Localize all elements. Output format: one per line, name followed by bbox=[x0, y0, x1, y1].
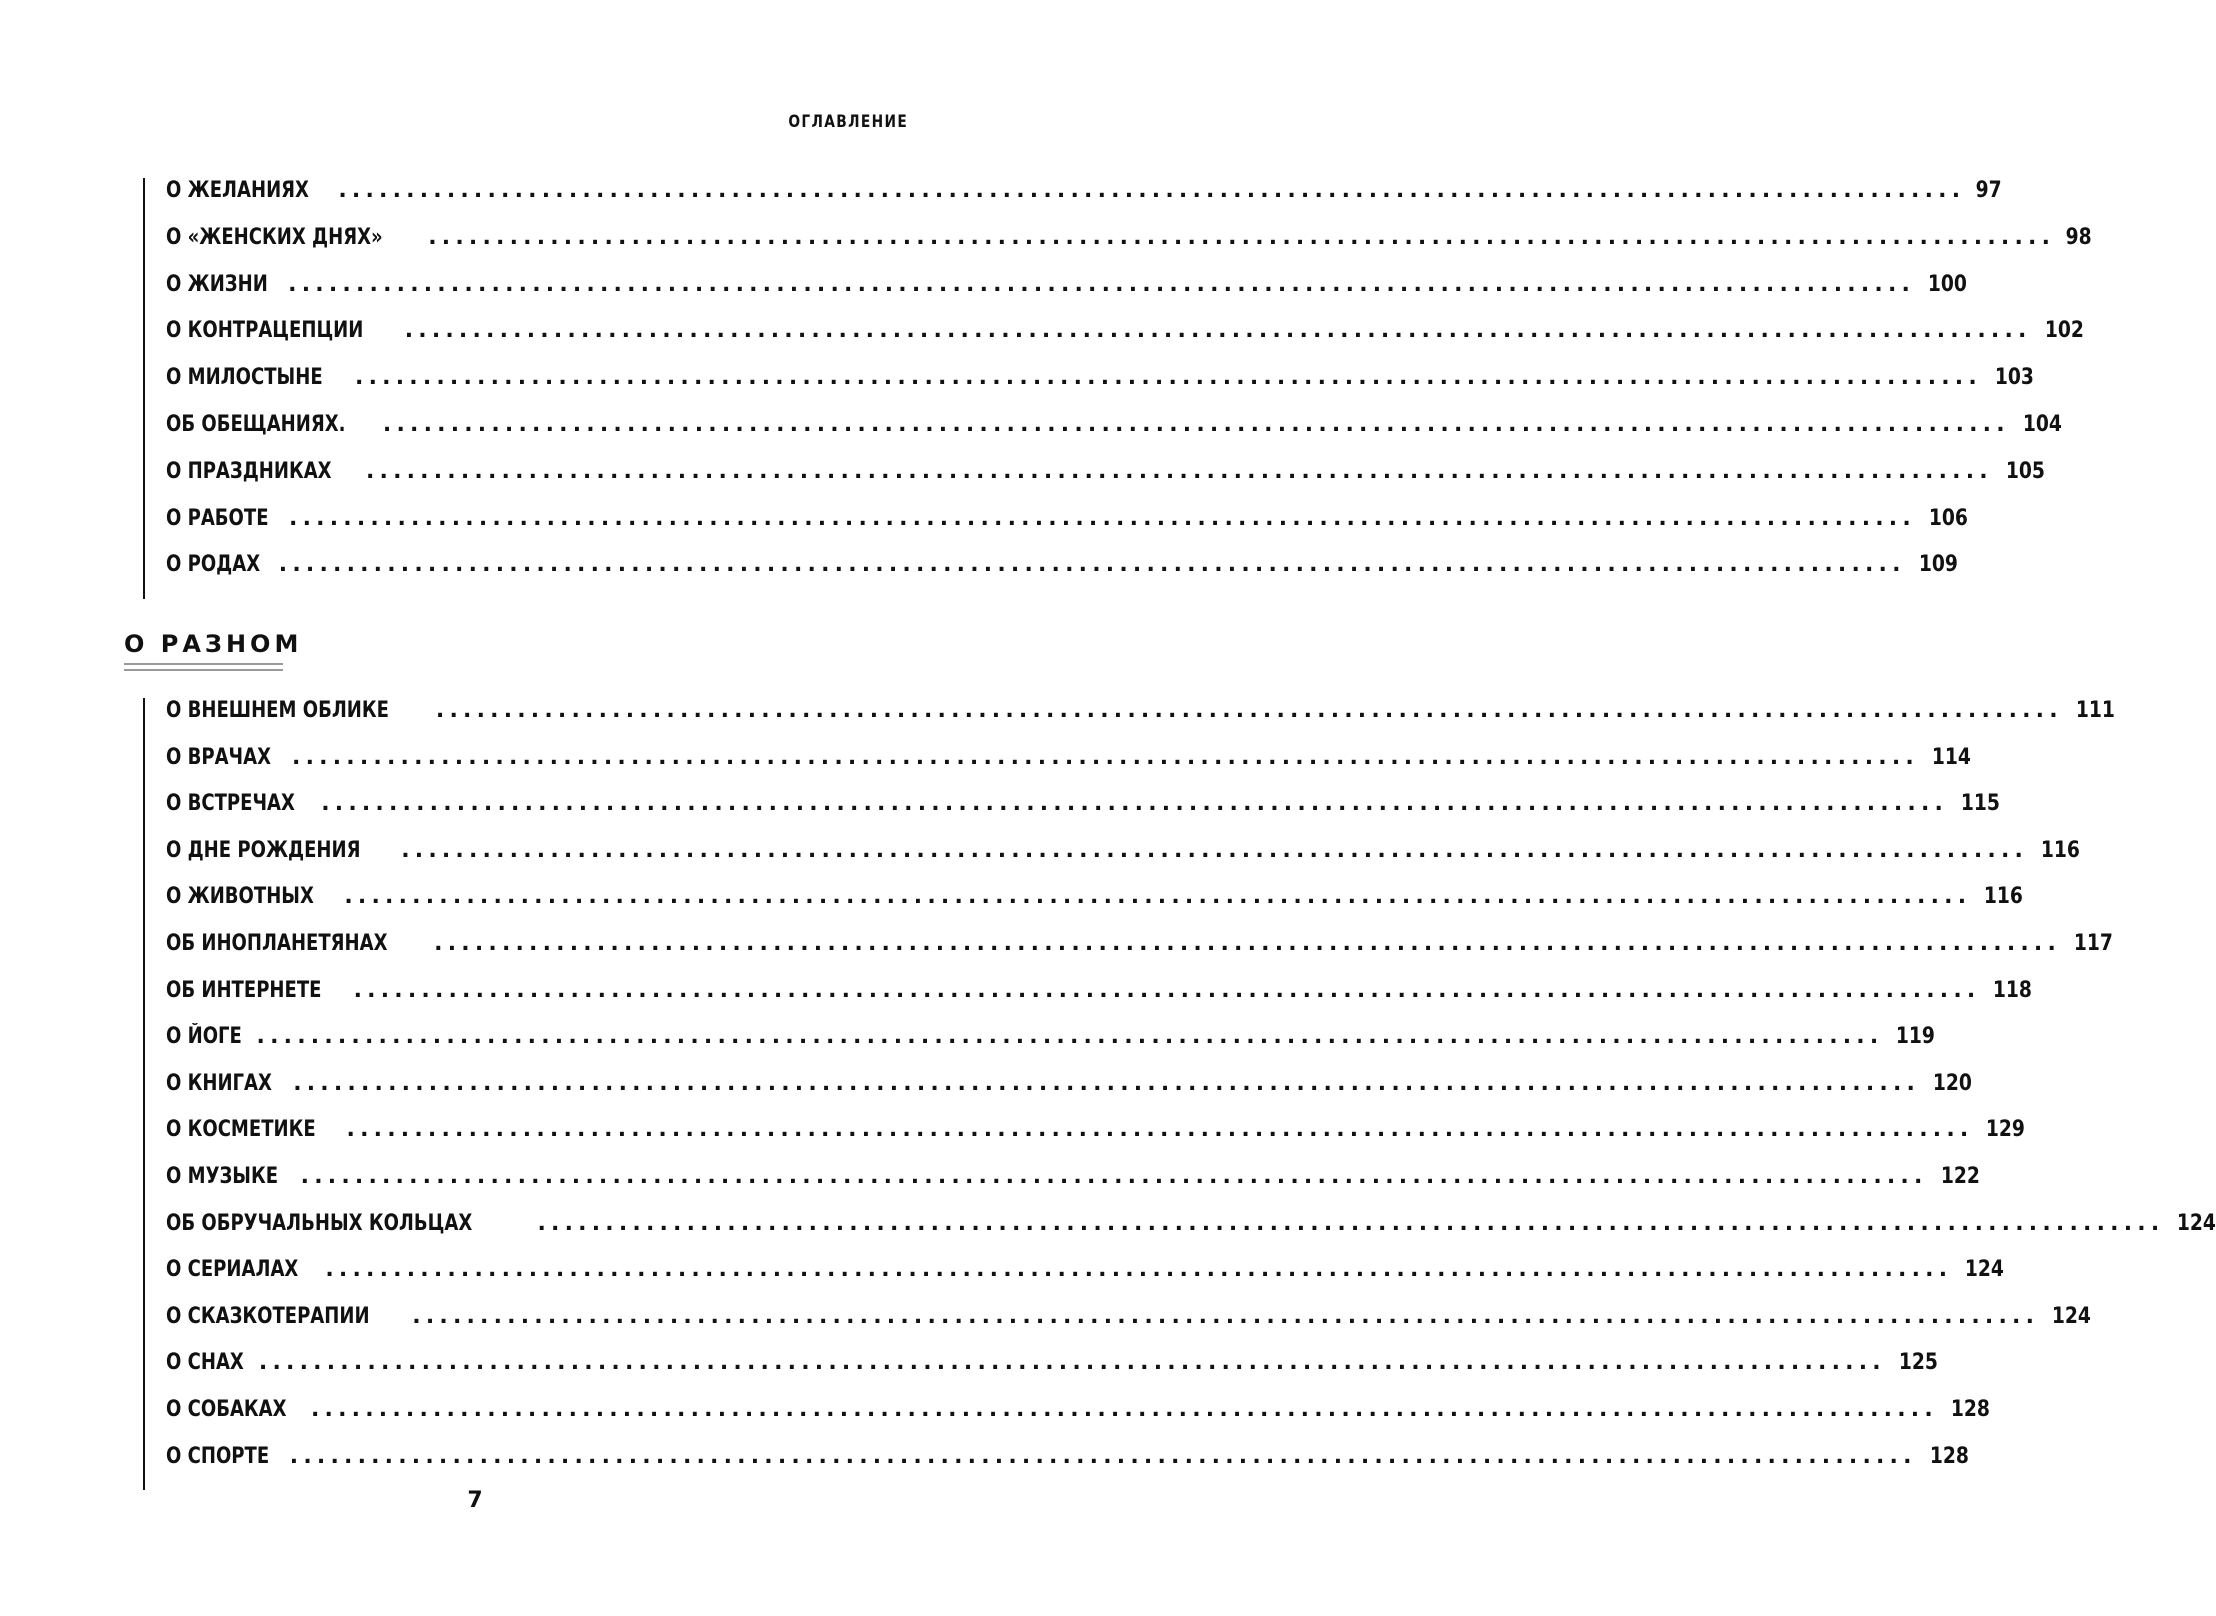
toc-entry-title: О ДНЕ РОЖДЕНИЯ bbox=[166, 837, 361, 863]
toc-entry-title: О ЖИЗНИ bbox=[166, 271, 268, 297]
toc-leader-dots: ........................................................................................................................ bbox=[256, 1024, 1884, 1050]
toc-entry-title: О СОБАКАХ bbox=[166, 1396, 287, 1422]
toc-entry-page: 105 bbox=[2005, 458, 2045, 484]
toc-entry bbox=[145, 318, 2084, 365]
toc-entry-page: 124 bbox=[2177, 1210, 2216, 1236]
toc-entry-page: 124 bbox=[2052, 1303, 2092, 1329]
running-head: ОГЛАВЛЕНИЕ bbox=[788, 112, 908, 132]
toc-leader-dots: ........................................................................................................................ bbox=[401, 837, 2029, 863]
toc-entry-title: О КНИГАХ bbox=[166, 1070, 272, 1096]
toc-entry-title: ОБ ОБРУЧАЛЬНЫХ КОЛЬЦАХ bbox=[166, 1210, 473, 1236]
toc-entry bbox=[145, 837, 2081, 885]
toc-entry-title: ОБ ИНТЕРНЕТЕ bbox=[166, 977, 322, 1003]
toc-leader-dots: ........................................................................................................................ bbox=[300, 1163, 1928, 1189]
toc-entry-page: 103 bbox=[1994, 365, 2034, 391]
toc-entry-page: 128 bbox=[1929, 1443, 1969, 1469]
toc-entry-page: 98 bbox=[2065, 224, 2092, 250]
toc-entry bbox=[145, 884, 2024, 931]
toc-entry bbox=[145, 1443, 1969, 1491]
toc-list-second bbox=[143, 698, 2216, 1490]
toc-entry bbox=[145, 1396, 1990, 1444]
toc-entry-page: 119 bbox=[1896, 1024, 1936, 1050]
toc-entry-page: 97 bbox=[1975, 178, 2002, 203]
toc-entry-page: 115 bbox=[1960, 791, 2001, 817]
toc-entry-page: 122 bbox=[1940, 1163, 1980, 1189]
toc-entry-title: О «ЖЕНСКИХ ДНЯХ» bbox=[166, 224, 383, 250]
toc-leader-dots: ........................................................................................................................ bbox=[325, 1257, 1953, 1283]
toc-entry bbox=[145, 1350, 1938, 1397]
toc-entry bbox=[145, 458, 2045, 506]
toc-entry bbox=[145, 178, 2002, 225]
toc-entry-page: 102 bbox=[2044, 318, 2084, 344]
toc-entry bbox=[145, 1024, 1936, 1071]
toc-leader-dots: ........................................................................................................................ bbox=[435, 698, 2063, 723]
toc-leader-dots: ........................................................................................................................ bbox=[338, 178, 1966, 203]
toc-leader-dots: ........................................................................................................................ bbox=[428, 224, 2056, 250]
toc-entry-title: О СПОРТЕ bbox=[166, 1443, 270, 1469]
toc-entry-title: О РОДАХ bbox=[166, 552, 261, 578]
toc-leader-dots: ........................................................................................................................ bbox=[355, 365, 1982, 391]
toc-entry-page: 116 bbox=[1984, 884, 2024, 910]
toc-leader-dots: ........................................................................................................................ bbox=[537, 1210, 2165, 1236]
page-number: 7 bbox=[467, 1488, 483, 1513]
toc-leader-dots: ........................................................................................................................ bbox=[344, 884, 1972, 910]
toc-leader-dots: ........................................................................................................................ bbox=[293, 1070, 1921, 1096]
toc-entry-title: О ПРАЗДНИКАХ bbox=[166, 458, 332, 484]
toc-entry-title: О РАБОТЕ bbox=[166, 505, 269, 531]
toc-entry-title: О КОНТРАЦЕПЦИИ bbox=[166, 318, 364, 344]
toc-entry-page: 125 bbox=[1898, 1350, 1938, 1376]
toc-entry-page: 129 bbox=[1986, 1117, 2026, 1143]
toc-leader-dots: ........................................................................................................................ bbox=[382, 411, 2010, 437]
toc-leader-dots: ........................................................................................................................ bbox=[353, 977, 1981, 1003]
toc-entry-page: 104 bbox=[2022, 411, 2062, 437]
toc-entry-page: 124 bbox=[1965, 1257, 2005, 1283]
toc-leader-dots: ........................................................................................................................ bbox=[258, 1350, 1886, 1376]
toc-entry-page: 109 bbox=[1918, 552, 1958, 578]
toc-entry-title: О ЖИВОТНЫХ bbox=[166, 884, 314, 910]
toc-list-first bbox=[143, 178, 2092, 599]
section-heading-underline bbox=[124, 663, 283, 671]
toc-entry-title: О ЖЕЛАНИЯХ bbox=[166, 178, 309, 203]
toc-entry-title: О ВСТРЕЧАХ bbox=[166, 791, 295, 817]
toc-entry bbox=[145, 552, 1958, 599]
toc-entry bbox=[145, 1070, 1973, 1118]
toc-entry-page: 118 bbox=[1993, 977, 2033, 1003]
toc-leader-dots: ........................................................................................................................ bbox=[278, 552, 1906, 578]
toc-leader-dots: ........................................................................................................................ bbox=[412, 1303, 2040, 1329]
toc-entry-title: О ВНЕШНЕМ ОБЛИКЕ bbox=[166, 698, 389, 723]
toc-entry-page: 114 bbox=[1931, 744, 1971, 770]
toc-leader-dots: ........................................................................................................................ bbox=[434, 930, 2062, 956]
toc-leader-dots: ........................................................................................................................ bbox=[288, 271, 1916, 297]
toc-leader-dots: ........................................................................................................................ bbox=[289, 1443, 1917, 1469]
toc-leader-dots: ........................................................................................................................ bbox=[289, 505, 1916, 531]
toc-entry bbox=[145, 744, 1971, 792]
toc-entry-title: О ЙОГЕ bbox=[166, 1024, 242, 1050]
toc-entry-title: О МИЛОСТЫНЕ bbox=[166, 365, 323, 391]
toc-entry-page: 111 bbox=[2075, 698, 2115, 723]
toc-entry bbox=[145, 1303, 2092, 1351]
toc-entry bbox=[145, 791, 2001, 838]
toc-entry-page: 116 bbox=[2040, 837, 2081, 863]
toc-entry-title: О КОСМЕТИКЕ bbox=[166, 1117, 316, 1143]
toc-leader-dots: ........................................................................................................................ bbox=[346, 1117, 1974, 1143]
toc-entry bbox=[145, 1210, 2216, 1258]
toc-entry-title: ОБ ИНОПЛАНЕТЯНАХ bbox=[166, 930, 388, 956]
toc-entry-page: 100 bbox=[1927, 271, 1967, 297]
toc-entry bbox=[145, 271, 1967, 319]
toc-entry-title: О СНАХ bbox=[166, 1350, 244, 1376]
toc-entry-title: О ВРАЧАХ bbox=[166, 744, 271, 770]
toc-leader-dots: ........................................................................................................................ bbox=[321, 791, 1949, 817]
toc-entry-title: О СЕРИАЛАХ bbox=[166, 1257, 299, 1283]
toc-entry bbox=[145, 505, 1968, 553]
toc-leader-dots: ........................................................................................................................ bbox=[404, 318, 2032, 344]
toc-entry-page: 128 bbox=[1950, 1396, 1990, 1422]
toc-entry bbox=[145, 224, 2092, 272]
toc-entry-title: О СКАЗКОТЕРАПИИ bbox=[166, 1303, 370, 1329]
toc-entry bbox=[145, 365, 2034, 412]
toc-entry-title: О МУЗЫКЕ bbox=[166, 1163, 279, 1189]
section-heading: О РАЗНОМ bbox=[124, 630, 303, 658]
toc-leader-dots: ........................................................................................................................ bbox=[365, 458, 1993, 484]
toc-entry bbox=[145, 977, 2033, 1025]
toc-entry-page: 106 bbox=[1928, 505, 1968, 531]
toc-entry-title: ОБ ОБЕЩАНИЯХ. bbox=[166, 411, 346, 437]
toc-entry bbox=[145, 698, 2115, 745]
toc-entry-page: 117 bbox=[2073, 930, 2113, 956]
toc-entry bbox=[145, 1257, 2005, 1304]
toc-entry bbox=[145, 930, 2113, 978]
toc-entry bbox=[145, 1163, 1980, 1211]
toc-leader-dots: ........................................................................................................................ bbox=[310, 1396, 1938, 1422]
toc-entry bbox=[145, 411, 2062, 459]
toc-leader-dots: ........................................................................................................................ bbox=[292, 744, 1919, 770]
toc-entry bbox=[145, 1117, 2026, 1164]
toc-entry-page: 120 bbox=[1932, 1070, 1973, 1096]
